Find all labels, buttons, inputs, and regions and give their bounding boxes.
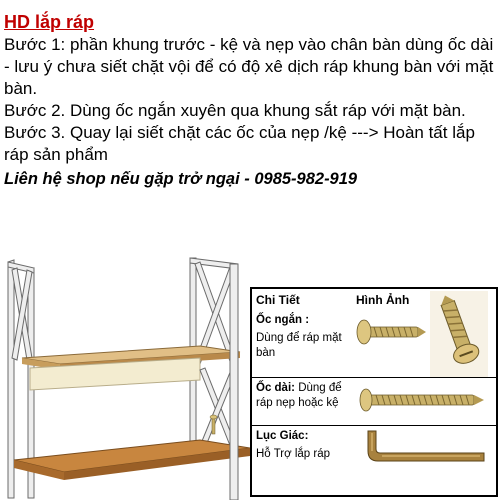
step-3: Bước 3. Quay lại siết chặt các ốc của nẹp /kệ ---> Hoàn tất lắp ráp sản phẩm [4, 123, 475, 164]
header-detail: Chi Tiết [256, 293, 300, 307]
assembly-instructions [4, 0, 496, 190]
row-hex-key-desc: Hỗ Trợ lắp ráp [256, 448, 331, 460]
row-long-screw-text: Ốc dài: Dùng để ráp nẹp hoặc kệ [256, 382, 342, 409]
front-right-leg [230, 264, 238, 500]
detail-table [250, 287, 498, 497]
row-separator [252, 425, 496, 426]
row-short-screw-desc: Dùng để ráp mặt bàn [256, 332, 342, 359]
row-hex-key-name: Lục Giác: [256, 430, 309, 442]
table-illustration [0, 250, 250, 500]
instructions-title: HD lắp ráp [4, 12, 95, 32]
step-1: Bước 1: phần khung trước - kệ và nẹp vào chân bàn dùng ốc dài - lưu ý chưa siết chặt vội để có độ xê dịch ráp khung bàn với mặt bàn. [4, 35, 494, 98]
hex-key-icon [360, 427, 488, 467]
long-screw-icon [356, 383, 486, 417]
header-image: Hình Ảnh [356, 293, 410, 307]
short-screw-icon [352, 315, 430, 351]
bottom-board [14, 440, 250, 480]
contact-line: Liên hệ shop nếu gặp trở ngại - 0985-982-919 [4, 170, 358, 188]
step-2: Bước 2. Dùng ốc ngắn xuyên qua khung sắt ráp với mặt bàn. [4, 101, 466, 120]
row-separator [252, 377, 496, 378]
short-screw-closeup-icon [430, 291, 488, 377]
row-short-screw-name: Ốc ngắn : [256, 314, 310, 326]
